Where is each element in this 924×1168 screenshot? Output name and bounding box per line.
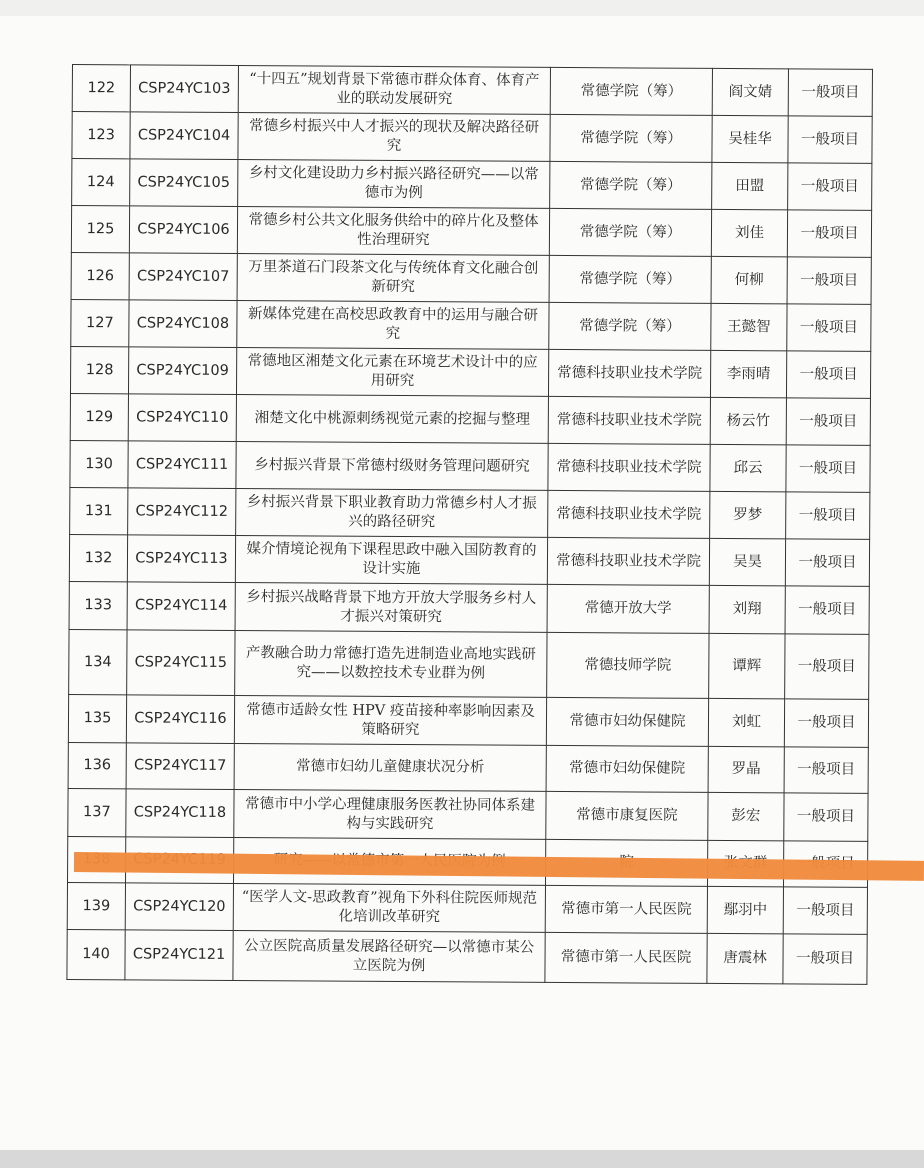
table-row [72, 65, 872, 117]
project-title: 乡村文化建设助力乡村振兴路径研究——以常德市为例 [238, 160, 550, 209]
project-leader: 谭辉 [709, 633, 785, 698]
applicant-unit: 常德学院（筹） [550, 114, 712, 162]
project-code: CSP24YC121 [125, 930, 233, 981]
project-leader: 罗梦 [710, 491, 786, 538]
applicant-unit: 常德学院（筹） [549, 208, 711, 256]
table-row [68, 742, 868, 793]
row-number: 134 [69, 629, 127, 694]
row-number: 140 [67, 929, 125, 979]
project-title: 常德乡村公共文化服务供给中的碎片化及整体性治理研究 [237, 207, 549, 256]
applicant-unit: 常德科技职业技术学院 [547, 537, 709, 585]
table-row [67, 882, 867, 934]
applicant-unit: 常德市妇幼保健院 [546, 697, 708, 746]
project-code: CSP24YC120 [125, 883, 233, 931]
row-number: 139 [67, 882, 125, 929]
project-code: CSP24YC107 [129, 253, 237, 301]
table-body [67, 65, 873, 985]
project-title: 产教融合助力常德打造先进制造业高地实践研究——以数控技术专业群为例 [235, 631, 547, 698]
project-leader: 阎文婧 [712, 68, 788, 115]
applicant-unit: 常德学院（筹） [549, 302, 711, 350]
row-number: 128 [70, 346, 128, 393]
project-code: CSP24YC114 [127, 582, 235, 631]
project-code: CSP24YC108 [129, 300, 237, 348]
table-row [71, 206, 871, 258]
project-leader: 彭宏 [708, 792, 784, 840]
row-number: 131 [70, 487, 128, 534]
project-code: CSP24YC106 [129, 206, 237, 254]
project-title: 公立医院高质量发展路径研究—以常德市某公立医院为例 [233, 931, 545, 983]
project-code: CSP24YC103 [130, 65, 238, 113]
applicant-unit: 常德学院（筹） [550, 161, 712, 209]
project-code: CSP24YC112 [128, 488, 236, 536]
project-type: 一般项目 [787, 304, 871, 352]
row-number: 126 [71, 252, 129, 299]
project-code: CSP24YC104 [130, 112, 238, 160]
table-row [69, 629, 869, 699]
row-number: 123 [72, 112, 130, 159]
project-title: 新媒体党建在高校思政教育中的运用与融合研究 [237, 301, 549, 350]
row-number: 130 [70, 440, 128, 487]
project-title: “十四五”规划背景下常德市群众体育、体育产业的联动发展研究 [238, 66, 550, 115]
project-title: 乡村振兴背景下职业教育助力常德乡村人才振兴的路径研究 [236, 489, 548, 538]
project-title: 湘楚文化中桃源刺绣视觉元素的挖掘与整理 [236, 395, 548, 444]
project-type: 一般项目 [784, 699, 868, 748]
project-leader: 鄢羽中 [707, 886, 783, 933]
project-title: 常德地区湘楚文化元素在环境艺术设计中的应用研究 [236, 348, 548, 397]
project-code: CSP24YC118 [126, 789, 234, 838]
project-leader: 何柳 [711, 256, 787, 303]
project-type: 一般项目 [787, 210, 871, 258]
project-type: 一般项目 [786, 351, 870, 399]
project-type: 一般项目 [786, 492, 870, 540]
row-number: 136 [68, 742, 126, 788]
project-type: 一般项目 [788, 163, 872, 211]
applicant-unit: 常德科技职业技术学院 [548, 396, 710, 444]
project-type: 一般项目 [788, 116, 872, 164]
table-row [67, 929, 867, 984]
table-row [70, 487, 870, 539]
project-type: 一般项目 [786, 398, 870, 446]
project-leader: 刘翔 [709, 585, 785, 633]
project-title: 常德市中小学心理健康服务医教社协同体系建构与实践研究 [234, 790, 546, 840]
row-number: 133 [69, 581, 127, 629]
project-type: 一般项目 [787, 257, 871, 305]
project-code: CSP24YC115 [127, 630, 235, 696]
project-code: CSP24YC111 [128, 441, 236, 489]
table-row [70, 440, 870, 492]
project-type: 一般项目 [786, 445, 870, 493]
project-leader: 田盟 [712, 162, 788, 209]
project-title: 乡村振兴战略背景下地方开放大学服务乡村人才振兴对策研究 [235, 583, 547, 633]
table-row [68, 694, 868, 747]
row-number: 135 [68, 694, 126, 742]
project-leader: 罗晶 [708, 746, 784, 792]
project-title: 乡村振兴背景下常德村级财务管理问题研究 [236, 442, 548, 491]
table-row [72, 159, 872, 211]
project-title: 万里茶道石门段茶文化与传统体育文化融合创新研究 [237, 254, 549, 303]
project-table [66, 64, 873, 985]
bottom-edge [0, 1150, 924, 1168]
project-type: 一般项目 [785, 539, 869, 587]
project-type: 一般项目 [785, 634, 869, 700]
applicant-unit: 常德技师学院 [547, 632, 709, 698]
applicant-unit: 常德市第一人民医院 [545, 932, 707, 983]
applicant-unit: 常德科技职业技术学院 [548, 490, 710, 538]
applicant-unit: 常德学院（筹） [549, 255, 711, 303]
project-type: 一般项目 [785, 586, 869, 635]
project-title: 常德市妇幼儿童健康状况分析 [234, 744, 546, 792]
project-code: CSP24YC116 [126, 695, 234, 744]
row-number: 132 [69, 534, 127, 581]
project-title: 常德乡村振兴中人才振兴的现状及解决路径研究 [238, 113, 550, 162]
applicant-unit: 常德市康复医院 [546, 791, 708, 840]
project-leader: 邱云 [710, 444, 786, 491]
project-code: CSP24YC105 [130, 159, 238, 207]
applicant-unit: 常德学院（筹） [550, 67, 712, 115]
applicant-unit: 常德市妇幼保健院 [546, 745, 708, 792]
table-row [69, 581, 869, 634]
table-row [72, 112, 872, 164]
project-leader: 刘佳 [711, 209, 787, 256]
row-number: 129 [70, 393, 128, 440]
project-type: 一般项目 [788, 69, 872, 117]
applicant-unit: 常德开放大学 [547, 584, 709, 633]
project-leader: 吴昊 [709, 538, 785, 585]
table-row [71, 252, 871, 304]
table-row [70, 393, 870, 445]
project-leader: 刘虹 [708, 698, 784, 746]
row-number: 137 [68, 788, 126, 836]
row-number: 124 [72, 159, 130, 206]
applicant-unit: 常德科技职业技术学院 [548, 349, 710, 397]
row-number: 127 [71, 299, 129, 346]
row-number: 122 [72, 65, 130, 112]
table-row [68, 788, 868, 841]
project-title: “医学人文-思政教育”视角下外科住院医师规范化培训改革研究 [233, 884, 545, 933]
project-code: CSP24YC117 [126, 743, 234, 790]
table-row [70, 346, 870, 398]
project-leader: 王懿智 [711, 303, 787, 350]
project-leader: 李雨晴 [710, 350, 786, 397]
project-type: 一般项目 [784, 747, 868, 794]
project-type: 一般项目 [783, 934, 867, 985]
applicant-unit: 常德市第一人民医院 [545, 885, 707, 933]
applicant-unit: 常德科技职业技术学院 [548, 443, 710, 491]
project-title: 常德市适龄女性 HPV 疫苗接种率影响因素及策略研究 [234, 696, 546, 746]
top-edge [0, 0, 924, 16]
project-code: CSP24YC110 [128, 394, 236, 442]
project-code: CSP24YC113 [127, 535, 235, 583]
table-row [71, 299, 871, 351]
table-row [69, 534, 869, 586]
project-leader: 唐震林 [707, 933, 783, 983]
project-type: 一般项目 [784, 793, 868, 842]
project-code: CSP24YC109 [128, 347, 236, 395]
project-leader: 杨云竹 [710, 397, 786, 444]
row-number: 125 [71, 206, 129, 253]
project-type: 一般项目 [783, 887, 867, 935]
project-leader: 吴桂华 [712, 115, 788, 162]
project-title: 媒介情境论视角下课程思政中融入国防教育的设计实施 [235, 536, 547, 585]
